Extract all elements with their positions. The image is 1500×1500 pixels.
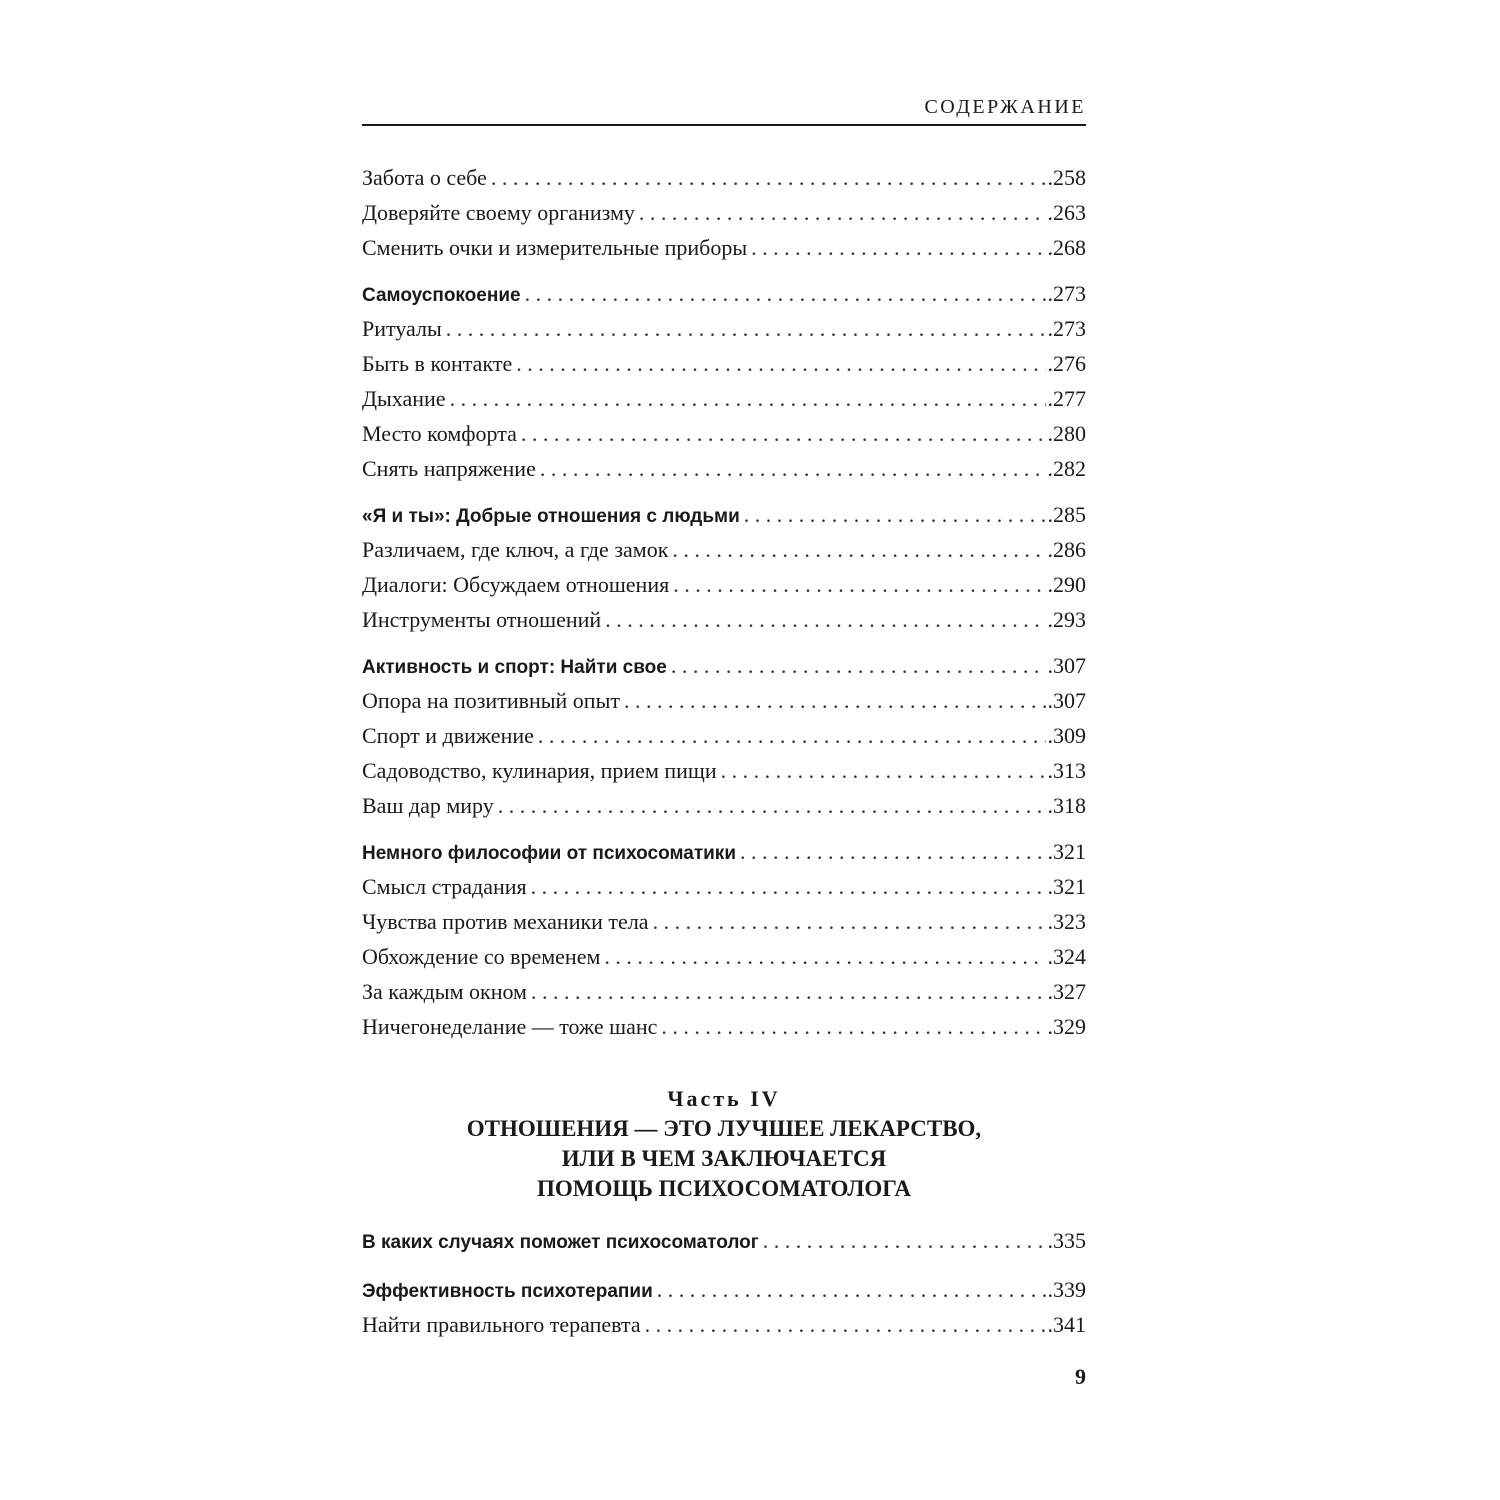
toc-entry: [362, 1309, 1086, 1344]
toc-entry: [362, 418, 1086, 453]
leader-dots: [516, 348, 1045, 380]
toc-entry: [362, 162, 1086, 197]
toc-entry-page: .307: [1047, 688, 1086, 713]
leader-dots: [540, 453, 1046, 485]
toc-entry: [362, 1011, 1086, 1046]
leader-dots: [653, 906, 1046, 938]
leader-dots: [521, 418, 1046, 450]
toc-entry-page: .276: [1047, 351, 1086, 376]
toc-entry-title: Забота о себе: [362, 165, 487, 190]
toc-section-page: .273: [1047, 281, 1086, 306]
toc-entry: [362, 534, 1086, 569]
toc-entry-page: .282: [1047, 456, 1086, 481]
toc-entry-title: Инструменты отношений: [362, 607, 602, 632]
toc-entry: [362, 313, 1086, 348]
toc-entry-page: .341: [1047, 1312, 1086, 1337]
leader-dots: [538, 720, 1046, 752]
toc-section-page: .339: [1047, 1277, 1086, 1302]
leader-dots: [740, 836, 1046, 868]
toc-entry: [362, 685, 1086, 720]
toc-entry: [362, 383, 1086, 418]
toc-entry-page: .290: [1047, 572, 1086, 597]
part-title-line: ОТНОШЕНИЯ — ЭТО ЛУЧШЕЕ ЛЕКАРСТВО,: [466, 1116, 982, 1141]
leader-dots: [751, 232, 1045, 264]
leader-dots: [645, 1309, 1046, 1341]
toc-entry-page: .327: [1047, 979, 1086, 1004]
toc-section-title: «Я и ты»: Добрые отношения с людьми: [362, 506, 740, 527]
toc-entry-title: Садоводство, кулинария, прием пищи: [362, 758, 717, 783]
toc-section: [362, 499, 1086, 534]
leader-dots: [624, 685, 1046, 717]
toc-entry-title: Опора на позитивный опыт: [362, 688, 620, 713]
leader-dots: [744, 499, 1046, 531]
toc-entry-title: Диалоги: Обсуждаем отношения: [362, 572, 670, 597]
book-page: [362, 0, 1086, 1500]
toc-section-title: Самоуспокоение: [362, 285, 521, 306]
toc-section: [362, 1225, 1086, 1260]
toc-entry-page: .313: [1047, 758, 1086, 783]
toc-entry-title: За каждым окном: [362, 979, 527, 1004]
header-rule: [362, 124, 1086, 126]
toc-section-page: .307: [1047, 653, 1086, 678]
toc-entry-page: .286: [1047, 537, 1086, 562]
leader-dots: [531, 976, 1046, 1008]
leader-dots: [604, 941, 1045, 973]
toc-entry: [362, 906, 1086, 941]
part-title-line: ПОМОЩЬ ПСИХОСОМАТОЛОГА: [537, 1176, 911, 1201]
toc-section-title: Эффективность психотерапии: [362, 1281, 653, 1302]
table-of-contents-part-iv: [362, 1225, 1086, 1344]
toc-entry-title: Место комфорта: [362, 421, 517, 446]
toc-entry: [362, 871, 1086, 906]
toc-entry-page: .258: [1047, 165, 1086, 190]
toc-entry-page: .329: [1047, 1014, 1086, 1039]
toc-entry-title: Быть в контакте: [362, 351, 513, 376]
toc-section-page: .321: [1047, 839, 1086, 864]
leader-dots: [639, 197, 1046, 229]
toc-entry-page: .263: [1047, 200, 1086, 225]
toc-section: [362, 278, 1086, 313]
toc-entry-page: .323: [1047, 909, 1086, 934]
running-head: СОДЕРЖАНИЕ: [924, 96, 1086, 118]
toc-entry: [362, 348, 1086, 383]
leader-dots: [672, 534, 1045, 566]
toc-entry-page: .273: [1047, 316, 1086, 341]
toc-entry-title: Чувства против механики тела: [362, 909, 649, 934]
toc-entry-page: .309: [1047, 723, 1086, 748]
toc-entry: [362, 604, 1086, 639]
part-label: Часть IV: [667, 1086, 781, 1111]
toc-entry-page: .324: [1047, 944, 1086, 969]
toc-entry-title: Сменить очки и измерительные приборы: [362, 235, 748, 260]
toc-entry-page: .280: [1047, 421, 1086, 446]
leader-dots: [673, 569, 1045, 601]
leader-dots: [657, 1274, 1046, 1306]
table-of-contents: [362, 162, 1086, 1046]
leader-dots: [531, 871, 1046, 903]
toc-section-page: .335: [1047, 1228, 1086, 1253]
leader-dots: [498, 790, 1046, 822]
leader-dots: [671, 650, 1046, 682]
toc-entry-page: .318: [1047, 793, 1086, 818]
toc-section-title: В каких случаях поможет психосоматолог: [362, 1232, 759, 1253]
toc-entry-title: Смысл страдания: [362, 874, 527, 899]
toc-entry-page: .293: [1047, 607, 1086, 632]
toc-entry-page: .277: [1047, 386, 1086, 411]
leader-dots: [525, 278, 1046, 310]
toc-section: [362, 1274, 1086, 1309]
leader-dots: [721, 755, 1046, 787]
leader-dots: [605, 604, 1045, 636]
toc-entry: [362, 755, 1086, 790]
toc-entry-title: Ничегонеделание — тоже шанс: [362, 1014, 658, 1039]
toc-entry: [362, 976, 1086, 1011]
toc-entry: [362, 720, 1086, 755]
toc-entry-title: Ритуалы: [362, 316, 442, 341]
leader-dots: [446, 313, 1046, 345]
toc-entry-title: Различаем, где ключ, а где замок: [362, 537, 669, 562]
leader-dots: [491, 162, 1046, 194]
toc-entry-title: Найти правильного терапевта: [362, 1312, 641, 1337]
toc-entry-page: .321: [1047, 874, 1086, 899]
toc-entry-page: .268: [1047, 235, 1086, 260]
toc-entry: [362, 941, 1086, 976]
page-number: 9: [1075, 1364, 1086, 1389]
toc-section-page: .285: [1047, 502, 1086, 527]
toc-entry-title: Дыхание: [362, 386, 446, 411]
toc-entry-title: Спорт и движение: [362, 723, 534, 748]
toc-section-title: Активность и спорт: Найти свое: [362, 657, 667, 678]
toc-entry-title: Ваш дар миру: [362, 793, 494, 818]
toc-section: [362, 650, 1086, 685]
toc-section: [362, 836, 1086, 871]
toc-entry: [362, 197, 1086, 232]
toc-entry-title: Снять напряжение: [362, 456, 536, 481]
toc-entry-title: Обхождение со временем: [362, 944, 601, 969]
leader-dots: [763, 1225, 1046, 1257]
leader-dots: [450, 383, 1046, 415]
part-heading: [362, 1084, 1086, 1204]
leader-dots: [661, 1011, 1045, 1043]
toc-entry: [362, 232, 1086, 267]
toc-entry: [362, 453, 1086, 488]
toc-section-title: Немного философии от психосоматики: [362, 843, 736, 864]
toc-entry: [362, 790, 1086, 825]
toc-entry: [362, 569, 1086, 604]
toc-entry-title: Доверяйте своему организму: [362, 200, 635, 225]
part-title-line: ИЛИ В ЧЕМ ЗАКЛЮЧАЕТСЯ: [561, 1146, 887, 1171]
